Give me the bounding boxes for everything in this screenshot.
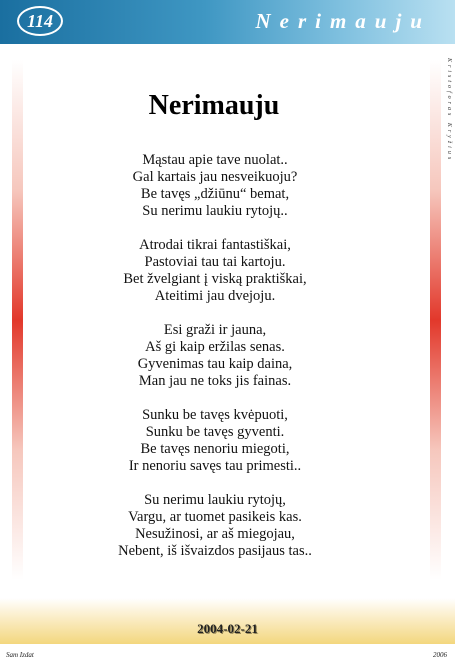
poem-line: Sunku be tavęs kvėpuoti,: [142, 407, 288, 423]
poem-line: Gyvenimas tau kaip daina,: [137, 356, 293, 372]
poem-line: Ateitimi jau dvejoju.: [154, 288, 276, 304]
poem-line: Be tavęs „džiūnu“ bemat,: [140, 186, 290, 202]
poem-line: Sunku be tavęs gyventi.: [145, 424, 285, 440]
poem-line: Man jau ne toks jis fainas.: [138, 373, 292, 389]
poem-line: Atrodai tikrai fantastiškai,: [139, 237, 291, 253]
right-decorative-bar: [430, 60, 441, 580]
poem-line: Esi graži ir jauna,: [163, 322, 267, 338]
publisher-label: Sam Izdat: [6, 651, 34, 659]
year-label: 2006: [433, 651, 447, 659]
stanza: [30, 407, 400, 475]
poem-line: Pastoviai tau tai kartoju.: [144, 254, 286, 270]
poem-line: Aš gi kaip eržilas senas.: [145, 339, 285, 355]
poem-body: [30, 152, 400, 577]
stanza: [30, 492, 400, 560]
poem-line: Nebent, iš išvaizdos pasijaus tas..: [118, 543, 312, 559]
poem-date: 2004-02-21: [197, 621, 258, 636]
page-number-logo: 114: [17, 6, 63, 36]
poem-line: Ir nenoriu savęs tau primesti..: [128, 458, 302, 474]
poem-line: Nesužinosi, ar aš miegojau,: [135, 526, 295, 542]
poem-title: Nerimauju: [148, 90, 280, 121]
poem-line: Gal kartais jau nesveikuoju?: [132, 169, 298, 185]
poem-line: Mąstau apie tave nuolat..: [142, 152, 288, 168]
stanza: [30, 152, 400, 220]
poem-line: Su nerimu laukiu rytojų,: [144, 492, 286, 508]
stanza: [30, 322, 400, 390]
poem-line: Bet žvelgiant į viską praktiškai,: [123, 271, 307, 287]
poem-line: Vargu, ar tuomet pasikeis kas.: [128, 509, 302, 525]
poem-line: Be tavęs nenoriu miegoti,: [140, 441, 290, 457]
vertical-author-credit: Kristoforas Kryžius: [446, 58, 452, 163]
header-title: Nerimauju: [255, 9, 431, 33]
poem-line: Su nerimu laukiu rytojų..: [142, 203, 288, 219]
header-banner: [0, 0, 455, 44]
stanza: [30, 237, 400, 305]
left-decorative-bar: [12, 60, 23, 580]
